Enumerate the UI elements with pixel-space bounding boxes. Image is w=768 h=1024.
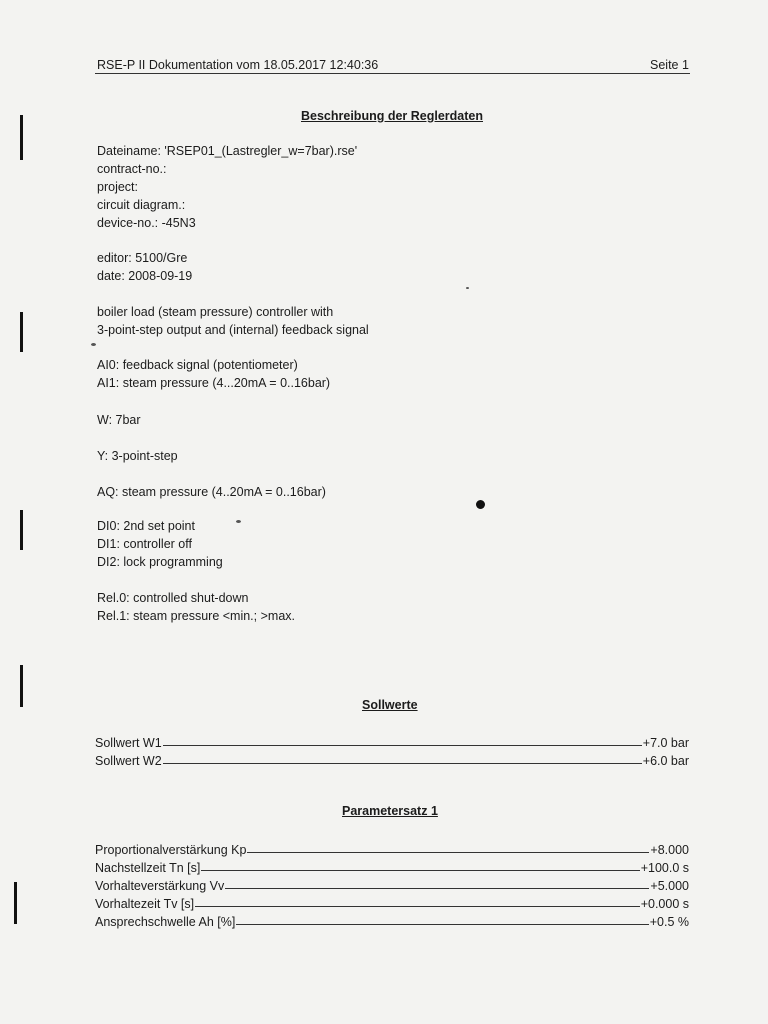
parameter-label: Vorhaltezeit Tv [s]: [95, 897, 195, 911]
text-line: AI0: feedback signal (potentiometer): [97, 358, 298, 372]
parameter-label: Vorhalteverstärkung Vv: [95, 879, 225, 893]
text-line: 3-point-step output and (internal) feedback signal: [97, 323, 369, 337]
parameter-row: [95, 893, 689, 911]
leader-line: [247, 852, 649, 853]
margin-mark: [20, 665, 23, 707]
text-line: date: 2008-09-19: [97, 269, 193, 283]
parameter-row: [95, 839, 689, 857]
parameter-value: +0.5 %: [649, 915, 689, 929]
parameter-row: [95, 911, 689, 929]
setpoint-value: +7.0 bar: [642, 736, 689, 750]
parameter-value: +5.000: [650, 879, 689, 893]
text-line: DI1: controller off: [97, 537, 192, 551]
text-line: project:: [97, 180, 138, 194]
ink-speck: [236, 520, 241, 523]
text-line: Y: 3-point-step: [97, 449, 178, 463]
page-number: Seite 1: [650, 58, 689, 72]
setpoint-value: +6.0 bar: [642, 754, 689, 768]
text-line: Rel.1: steam pressure <min.; >max.: [97, 609, 295, 623]
setpoint-row: [95, 750, 689, 768]
parameter-value: +0.000 s: [640, 897, 689, 911]
leader-line: [195, 906, 640, 907]
margin-mark: [14, 882, 17, 924]
text-line: Dateiname: 'RSEP01_(Lastregler_w=7bar).rse': [97, 144, 358, 158]
header-rule: [95, 73, 690, 74]
text-line: boiler load (steam pressure) controller with: [97, 305, 334, 319]
leader-line: [225, 888, 649, 889]
setpoint-label: Sollwert W1: [95, 736, 162, 750]
setpoint-row: [95, 732, 689, 750]
setpoint-label: Sollwert W2: [95, 754, 162, 768]
text-line: DI2: lock programming: [97, 555, 223, 569]
leader-line: [201, 870, 639, 871]
leader-line: [163, 763, 642, 764]
text-line: Rel.0: controlled shut-down: [97, 591, 249, 605]
text-line: DI0: 2nd set point: [97, 519, 195, 533]
parameter-label: Nachstellzeit Tn [s]: [95, 861, 201, 875]
section-title-parametersatz: Parametersatz 1: [342, 804, 438, 818]
header-title: RSE-P II Dokumentation vom 18.05.2017 12:40:36: [97, 58, 379, 72]
text-line: contract-no.:: [97, 162, 167, 176]
ink-speck: [476, 500, 485, 509]
margin-mark: [20, 312, 23, 352]
ink-speck: [91, 343, 96, 346]
text-line: W: 7bar: [97, 413, 141, 427]
text-line: circuit diagram.:: [97, 198, 186, 212]
parameter-value: +8.000: [650, 843, 689, 857]
section-title-reglerdaten: Beschreibung der Reglerdaten: [301, 109, 483, 123]
parameter-label: Proportionalverstärkung Kp: [95, 843, 247, 857]
text-line: device-no.: -45N3: [97, 216, 196, 230]
text-line: AQ: steam pressure (4..20mA = 0..16bar): [97, 485, 326, 499]
ink-speck: [466, 287, 469, 289]
section-title-sollwerte: Sollwerte: [362, 698, 418, 712]
text-line: editor: 5100/Gre: [97, 251, 188, 265]
leader-line: [163, 745, 642, 746]
parameter-label: Ansprechschwelle Ah [%]: [95, 915, 236, 929]
margin-mark: [20, 115, 23, 160]
parameter-value: +100.0 s: [640, 861, 689, 875]
leader-line: [236, 924, 648, 925]
margin-mark: [20, 510, 23, 550]
parameter-row: [95, 857, 689, 875]
parameter-row: [95, 875, 689, 893]
text-line: AI1: steam pressure (4...20mA = 0..16bar): [97, 376, 331, 390]
